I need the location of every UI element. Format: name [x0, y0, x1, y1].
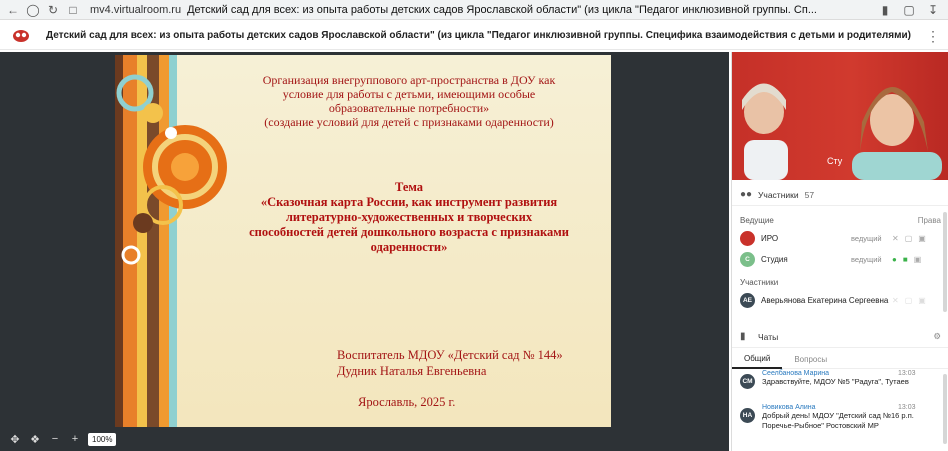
participant-row[interactable] — [732, 249, 948, 269]
participant-role: ведущий — [851, 233, 882, 243]
avatar — [740, 231, 755, 246]
participants-header[interactable] — [732, 184, 948, 206]
chat-header[interactable] — [732, 326, 948, 348]
tab-title: Детский сад для всех: из опыта работы детских садов Ярославской области" (из цикла "Педагог инклюзивной группы. Сп... — [187, 3, 817, 16]
members-label: Участники — [740, 277, 779, 287]
mic-on-icon[interactable]: ● — [892, 254, 897, 264]
slide-org-line: условие для работы с детьми, имеющими особые — [282, 87, 536, 101]
chat-title: Чаты — [758, 331, 779, 342]
screen-icon[interactable]: ▣ — [913, 254, 922, 264]
participant-row[interactable] — [732, 228, 948, 248]
browser-actions — [876, 1, 942, 19]
avatar: АЕ — [740, 293, 755, 308]
participant-role: ведущий — [851, 254, 882, 264]
slide-theme-line: одаренности» — [370, 240, 448, 254]
chat-message — [732, 404, 948, 444]
rights-label: Права — [917, 215, 941, 225]
slide-theme-line: «Сказочная карта России, как инструмент развития — [260, 195, 558, 209]
participant-name: Аверьянова Екатерина Сергеевна — [761, 295, 889, 305]
participant-name: ИРО — [761, 233, 779, 243]
chat-author: Сеелбанова Марина — [762, 370, 830, 377]
presentation-slide — [115, 55, 611, 427]
participant-name: Студия — [761, 254, 788, 264]
address-domain: mv4.virtualroom.ru — [90, 3, 182, 16]
event-title: Детский сад для всех: из опыта работы детских садов Ярославской области" (из цикла "Педагог инклюзивной группы. Специфика взаимодействия с детьми и родителями) — [46, 30, 911, 41]
chat-message-body — [762, 370, 932, 387]
slide-org-text — [219, 73, 599, 129]
avatar: НА — [740, 408, 755, 423]
slide-theme — [219, 180, 599, 255]
slide-author-line: Воспитатель МДОУ «Детский сад № 144» — [337, 348, 563, 362]
chat-time: 13:03 — [898, 370, 916, 377]
camera-on-icon[interactable]: ■ — [902, 254, 908, 264]
mic-off-icon[interactable]: ✕ — [892, 295, 899, 305]
camera-off-icon[interactable]: ▢ — [904, 295, 913, 305]
chat-text: Добрый день! МДОУ "Детский сад №16 р.п. Поречье-Рыбное" Ростовский МР — [762, 411, 914, 430]
tab-general[interactable]: Общий — [732, 351, 782, 369]
fit-icon[interactable]: ❖ — [30, 433, 40, 446]
slide-theme-line: литературно-художественных и творческих — [285, 210, 533, 224]
participant-controls — [892, 255, 921, 264]
slide-author — [337, 347, 563, 379]
address-bar[interactable] — [90, 4, 876, 16]
side-panel — [731, 52, 948, 451]
move-icon[interactable]: ✥ — [10, 433, 20, 446]
participants-count: 57 — [804, 189, 815, 200]
screen-icon[interactable]: ▣ — [918, 295, 926, 305]
avatar: СМ — [740, 374, 755, 389]
bookmark-icon[interactable]: ▮ — [881, 2, 889, 17]
participants-scrollbar[interactable] — [943, 212, 947, 312]
chat-tabs — [732, 351, 948, 369]
participant-controls — [892, 296, 926, 305]
chat-message — [732, 370, 948, 400]
reload-icon[interactable]: ↻ — [47, 2, 59, 17]
chat-scrollbar[interactable] — [943, 374, 947, 444]
yandex-icon[interactable]: ◯ — [26, 2, 40, 17]
chat-author: Новикова Алина — [762, 404, 816, 411]
avatar: С — [740, 252, 755, 267]
slide-org-line: образовательные потребности» — [328, 101, 490, 115]
more-menu-icon[interactable]: ⋮ — [926, 28, 940, 44]
camera-off-icon[interactable]: ▢ — [904, 233, 913, 243]
chat-icon: ▮ — [740, 331, 746, 342]
slide-author-line: Дудник Наталья Евгеньевна — [337, 364, 487, 378]
chat-text: Здравствуйте, МДОУ №5 "Радуга", Тутаев — [762, 377, 909, 386]
hosts-label: Ведущие — [740, 215, 774, 225]
slide-theme-line: способностей детей дошкольного возраста с признаками — [249, 225, 569, 239]
tab-questions[interactable]: Вопросы — [794, 355, 828, 364]
slide-org-line: (создание условий для детей с признаками одаренности) — [264, 115, 554, 129]
participant-row[interactable] — [732, 290, 948, 310]
browser-nav — [4, 1, 82, 19]
extensions-icon[interactable]: ▢ — [903, 2, 915, 17]
participants-title: Участники — [758, 189, 799, 200]
video-caption: Сту — [827, 156, 843, 166]
app-header — [0, 22, 948, 50]
slide-theme-line: Тема — [394, 180, 424, 194]
zoom-level[interactable]: 100% — [88, 433, 116, 446]
slide-city: Ярославль, 2025 г. — [358, 395, 456, 409]
back-arrow-icon[interactable]: ← — [7, 2, 19, 17]
participants-icon: ●● — [740, 189, 753, 200]
download-icon[interactable]: ↧ — [927, 2, 939, 17]
chat-time: 13:03 — [898, 404, 916, 411]
screen-icon[interactable]: ▣ — [918, 233, 926, 243]
virtualroom-logo-icon — [10, 25, 32, 47]
presentation-stage — [0, 52, 729, 451]
zoom-out-icon[interactable]: − — [51, 433, 59, 445]
members-group-row — [732, 274, 948, 290]
lock-icon[interactable]: □ — [69, 2, 77, 17]
stage-controls — [8, 432, 116, 446]
slide-org-line: Организация внегруппового арт-пространства в ДОУ как — [262, 73, 556, 87]
chat-settings-icon[interactable]: ⚙ — [933, 331, 941, 341]
video-feed[interactable] — [732, 52, 948, 180]
browser-bar — [0, 0, 948, 20]
participant-controls — [892, 234, 926, 243]
mic-off-icon[interactable]: ✕ — [892, 233, 899, 243]
zoom-in-icon[interactable]: + — [71, 433, 79, 445]
hosts-group-row — [732, 212, 948, 228]
chat-message-body — [762, 404, 932, 431]
